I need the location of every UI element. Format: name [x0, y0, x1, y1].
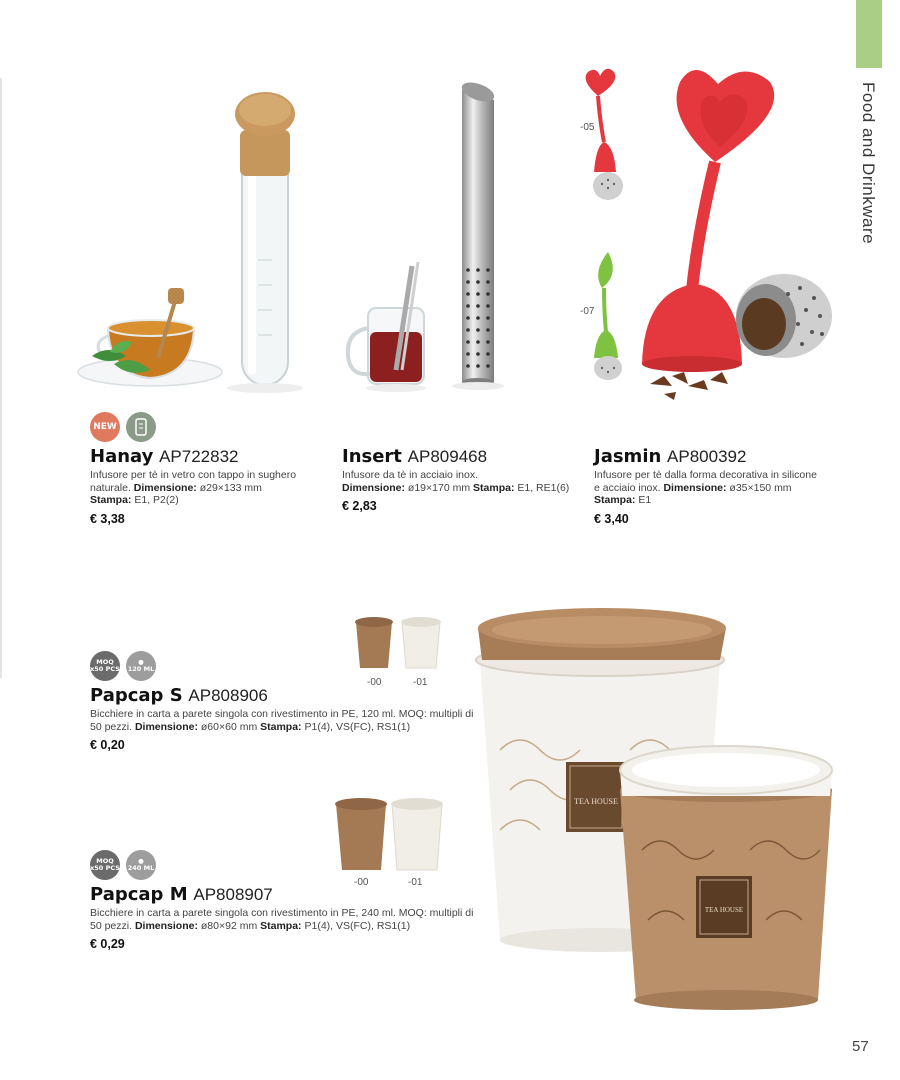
print-value: E1, RE1(6) [514, 481, 570, 494]
dimension-value: ø19×170 mm [405, 481, 474, 494]
desc-text: 50 pezzi. [90, 919, 135, 932]
product-price: € 0,20 [90, 738, 125, 752]
product-hanay [90, 446, 330, 526]
drop-icon: ● [138, 857, 144, 865]
print-label: Stampa: [260, 919, 302, 932]
product-jasmin [594, 446, 844, 526]
cup-brand-print: TEA HOUSE [574, 797, 618, 806]
product-name: Insert [342, 446, 402, 467]
product-title [342, 446, 582, 468]
moq-badge: MOQ x50 PCS [90, 850, 120, 880]
product-insert [342, 446, 582, 513]
product-description [594, 469, 844, 507]
print-value: P1(4), VS(FC), RS1(1) [301, 919, 411, 932]
glass-material-icon [126, 412, 156, 442]
dimension-value: ø29×133 mm [196, 481, 262, 494]
product-description [90, 907, 510, 932]
product-papcap-m [90, 884, 510, 951]
product-title [594, 446, 844, 468]
product-code: AP800392 [667, 447, 747, 466]
variant-label: -05 [580, 122, 595, 133]
dimension-value: ø60×60 mm [197, 720, 261, 733]
dimension-label: Dimensione: [342, 481, 406, 494]
volume-badge: ● 240 ML [126, 850, 156, 880]
moq-badge: MOQ x50 PCS [90, 651, 120, 681]
dimension-value: ø80×92 mm [197, 919, 261, 932]
product-description [90, 469, 330, 507]
insert-product-image [340, 70, 510, 400]
product-price: € 0,29 [90, 937, 125, 951]
variant-label: -01 [413, 677, 428, 688]
page-edge-line [0, 78, 2, 678]
print-label: Stampa: [594, 494, 636, 506]
product-code: AP808907 [193, 885, 273, 904]
new-badge: NEW [90, 412, 120, 442]
product-price: € 3,38 [90, 511, 125, 526]
print-value: P1(4), VS(FC), RS1(1) [301, 720, 411, 733]
section-color-tab [856, 0, 882, 68]
jasmin-product-image [570, 62, 840, 402]
drop-icon: ● [138, 658, 144, 666]
desc-text: naturale. [90, 481, 134, 494]
product-title [90, 685, 510, 707]
cup-brand-print: TEA HOUSE [704, 906, 744, 914]
desc-text: e acciaio inox. [594, 481, 664, 494]
product-price: € 3,40 [594, 511, 629, 526]
desc-text: 50 pezzi. [90, 720, 135, 733]
papcap-product-image [470, 600, 850, 1020]
variant-label: -01 [408, 877, 423, 888]
product-name: Hanay [90, 446, 154, 467]
product-code: AP722832 [159, 447, 239, 466]
variant-label: -00 [367, 677, 382, 688]
desc-text: Infusore per tè in vetro con tappo in sughero [90, 469, 297, 481]
dimension-value: ø35×150 mm [726, 481, 792, 494]
variant-label: -00 [354, 877, 369, 888]
papcap-s-variants-image [352, 614, 452, 674]
dimension-label: Dimensione: [134, 720, 198, 733]
dimension-label: Dimensione: [663, 481, 727, 494]
product-papcap-s [90, 685, 510, 752]
product-title [90, 884, 510, 906]
variant-label: -07 [580, 306, 595, 317]
desc-text: Bicchiere in carta a parete singola con rivestimento in PE, 240 ml. MOQ: multipli di [90, 907, 474, 919]
print-label: Stampa: [90, 494, 132, 506]
page-number: 57 [852, 1038, 869, 1055]
product-name: Papcap M [90, 884, 188, 905]
product-code: AP809468 [407, 447, 488, 466]
print-label: Stampa: [473, 481, 515, 494]
product-code: AP808906 [188, 686, 268, 705]
print-label: Stampa: [260, 720, 302, 733]
dimension-label: Dimensione: [133, 481, 197, 494]
desc-text: Infusore da tè in acciaio inox. [342, 469, 478, 481]
product-title [90, 446, 330, 468]
dimension-label: Dimensione: [134, 919, 198, 932]
papcap-m-variants-image [334, 796, 454, 876]
product-name: Papcap S [90, 685, 183, 706]
product-description [90, 708, 510, 733]
print-value: E1, P2(2) [131, 494, 179, 506]
desc-text: Infusore per tè dalla forma decorativa in silicone [594, 469, 817, 481]
product-description [342, 469, 582, 494]
section-title: Food and Drinkware [859, 82, 878, 245]
product-name: Jasmin [594, 446, 662, 467]
desc-text: Bicchiere in carta a parete singola con rivestimento in PE, 120 ml. MOQ: multipli di [90, 708, 474, 720]
hanay-product-image [88, 90, 328, 400]
volume-badge: ● 120 ML [126, 651, 156, 681]
print-value: E1 [635, 494, 652, 506]
product-price: € 2,83 [342, 499, 377, 513]
